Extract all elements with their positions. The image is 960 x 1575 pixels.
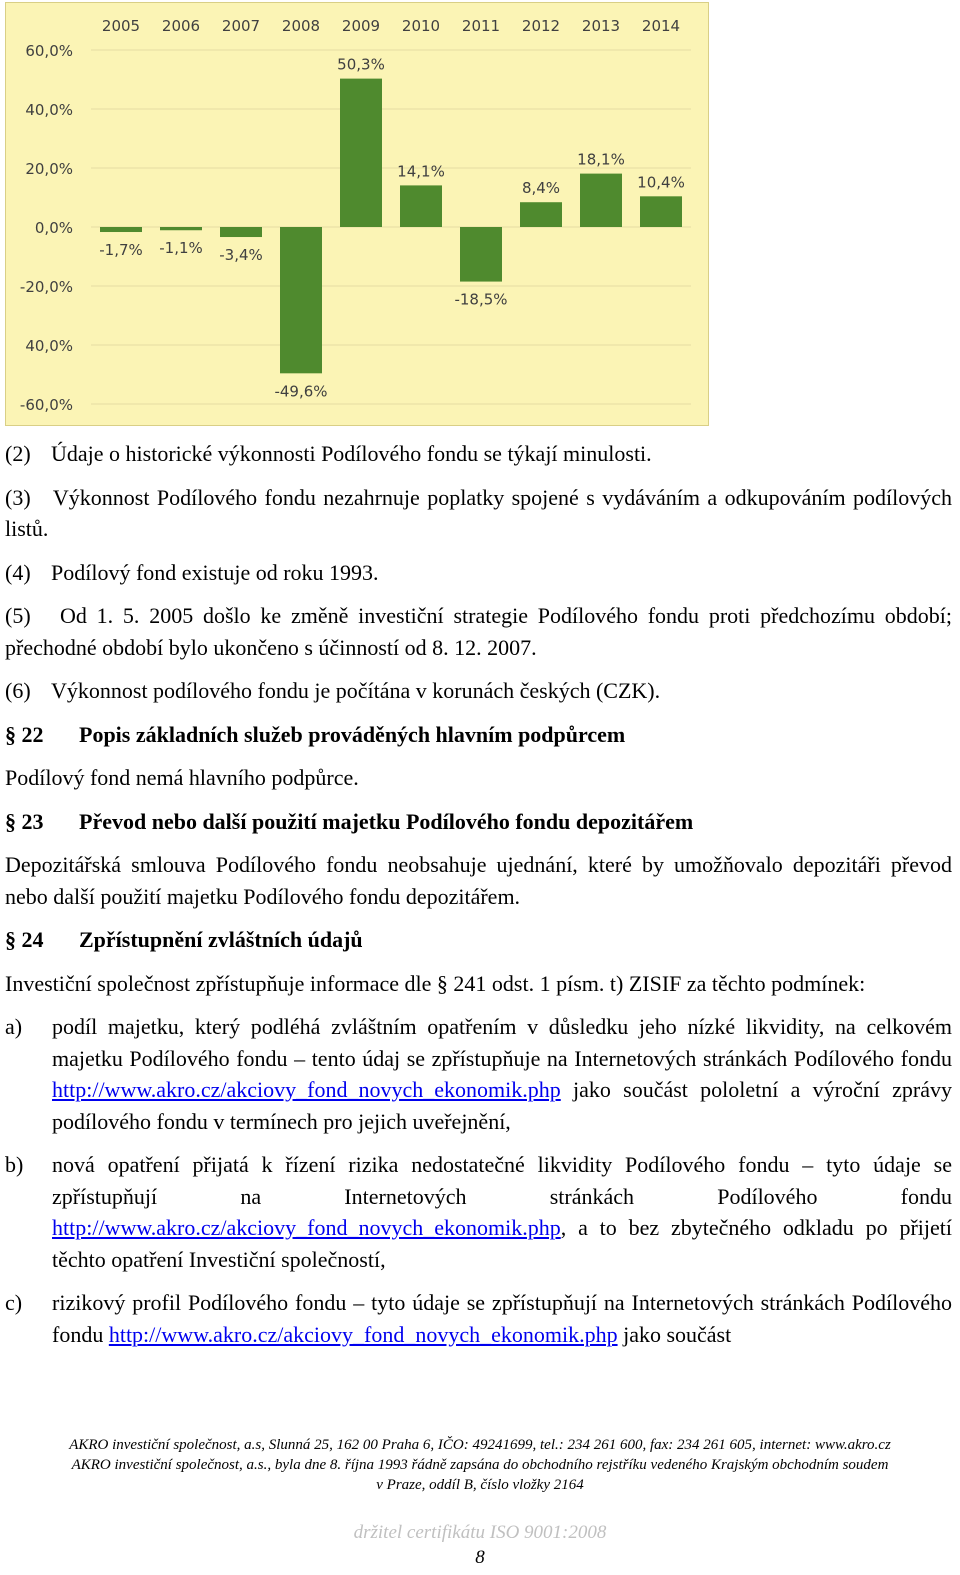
footer-registration-detail: v Praze, oddíl B, číslo vložky 2164	[376, 1477, 584, 1493]
note-number: (3)	[5, 484, 31, 510]
section-title: Popis základních služeb prováděných hlavním podpůrcem	[79, 721, 626, 747]
company-footer	[0, 1435, 960, 1495]
x-category-label: 2012	[521, 17, 561, 35]
x-category-label: 2011	[461, 17, 501, 35]
y-tick-label: 0,0%	[34, 219, 73, 237]
y-tick-label: 40,0%	[25, 337, 73, 355]
list-text	[52, 1011, 952, 1137]
bar-2012	[520, 202, 562, 227]
fund-website-link[interactable]: http://www.akro.cz/akciovy_fond_novych_ekonomik.php	[52, 1077, 561, 1102]
x-category-label: 2013	[581, 17, 621, 35]
list-label: c)	[5, 1290, 23, 1315]
note-4	[5, 557, 952, 589]
y-tick-label: 40,0%	[25, 101, 73, 119]
bar-chart-svg	[6, 3, 708, 425]
fund-website-link[interactable]: http://www.akro.cz/akciovy_fond_novych_ekonomik.php	[52, 1215, 561, 1240]
note-text: Od 1. 5. 2005 došlo ke změně investiční strategie Podílového fondu proti předchozímu období; přechodné období bylo ukončeno s účinností od 8. 12. 2007.	[5, 603, 953, 660]
note-text: Výkonnost Podílového fondu nezahrnuje poplatky spojené s vydáváním a odkupováním podílových listů.	[5, 484, 952, 541]
bar-2009	[340, 79, 382, 227]
list-text-part: podíl majetku, který podléhá zvláštním opatřením v důsledku jeho nízké likvidity, na celkovém majetku Podílového fondu – tento údaj se zpřístupňuje na Internetových stránkách Podílového fondu	[52, 1014, 952, 1071]
x-category-label: 2014	[641, 17, 681, 35]
list-text-part: nová opatření přijatá k řízení rizika nedostatečné likvidity Podílového fondu – tyto údaje se zpřístupňují na Internetových stránkách Podílového fondu	[52, 1152, 952, 1209]
list-item-b	[5, 1149, 952, 1275]
bar-2013	[580, 174, 622, 227]
note-2	[5, 438, 952, 470]
section-24-heading	[5, 924, 952, 956]
bar-2008	[280, 227, 322, 373]
note-number: (5)	[5, 603, 31, 628]
y-tick-label: 60,0%	[25, 42, 73, 60]
data-label: 18,1%	[577, 150, 625, 169]
data-label: -1,1%	[159, 239, 203, 258]
bar-2007	[220, 227, 262, 237]
list-text-part: rizikový profil Podílového fondu – tyto údaje se zpřístupňují na Internetových stránkách Podílového fondu	[52, 1290, 952, 1347]
y-tick-label: -20,0%	[19, 278, 73, 296]
data-label: 10,4%	[637, 173, 685, 192]
list-text	[52, 1287, 952, 1350]
document-body	[5, 438, 952, 1362]
bar-2005	[100, 227, 142, 232]
note-number: (6)	[5, 678, 31, 703]
x-category-label: 2009	[341, 17, 381, 35]
data-label: -18,5%	[454, 290, 508, 309]
list-label: b)	[5, 1152, 24, 1177]
fund-website-link[interactable]: http://www.akro.cz/akciovy_fond_novych_ekonomik.php	[108, 1321, 618, 1347]
x-category-label: 2006	[161, 17, 201, 35]
list-item-a	[5, 1011, 952, 1137]
footer-address: AKRO investiční společnost, a.s, Slunná 25, 162 00 Praha 6, IČO: 49241699, tel.: 234 261 600, fax: 234 261 605, internet: www.akro.cz	[69, 1437, 891, 1453]
x-category-label: 2010	[401, 17, 441, 35]
section-23-body: Depozitářská smlouva Podílového fondu neobsahuje ujednání, které by umožňovalo depozitáři převod nebo další použití majetku Podílového fondu depozitářem.	[5, 852, 952, 909]
page-number: 8	[475, 1547, 485, 1568]
performance-chart	[5, 2, 709, 426]
note-3	[5, 482, 952, 545]
note-5	[5, 600, 952, 663]
bar-2011	[460, 227, 502, 282]
x-category-label: 2008	[281, 17, 321, 35]
section-title: Zpřístupnění zvláštních údajů	[79, 927, 363, 952]
note-text: Výkonnost podílového fondu je počítána v korunách českých (CZK).	[51, 678, 661, 703]
data-label: 14,1%	[397, 162, 445, 181]
section-22-heading	[5, 719, 952, 751]
list-text-part: , a to bez zbytečného odkladu po přijetí těchto opatření Investiční společností,	[52, 1215, 952, 1272]
data-label: 8,4%	[521, 179, 561, 198]
list-text	[52, 1149, 952, 1275]
section-number: § 24	[5, 927, 44, 952]
data-label: 50,3%	[337, 55, 385, 74]
section-number: § 23	[5, 808, 44, 834]
y-tick-label: -60,0%	[19, 396, 73, 414]
iso-certificate-note: držitel certifikátu ISO 9001:2008	[353, 1522, 607, 1543]
section-23-heading	[5, 806, 952, 838]
section-24-intro: Investiční společnost zpřístupňuje informace dle § 241 odst. 1 písm. t) ZISIF za těchto podmínek:	[5, 970, 866, 996]
y-tick-label: 20,0%	[25, 160, 73, 178]
list-item-c	[5, 1287, 952, 1350]
data-label: -49,6%	[274, 382, 328, 401]
note-6	[5, 675, 952, 707]
list-text-part: jako součást	[617, 1321, 732, 1347]
data-label: -3,4%	[219, 246, 263, 265]
note-text: Údaje o historické výkonnosti Podílového fondu se týkají minulosti.	[51, 441, 652, 466]
data-label: -1,7%	[99, 241, 143, 260]
list-text-part: jako součást pololetní a výroční zprávy podílového fondu v termínech pro jejich uveřejnění,	[52, 1077, 952, 1134]
bar-2010	[400, 185, 442, 227]
x-category-label: 2007	[221, 17, 261, 35]
note-number: (4)	[5, 559, 31, 585]
section-number: § 22	[5, 721, 44, 747]
section-22-body: Podílový fond nemá hlavního podpůrce.	[5, 765, 359, 790]
list-label: a)	[5, 1014, 23, 1039]
bar-2014	[640, 196, 682, 227]
note-text: Podílový fond existuje od roku 1993.	[51, 559, 379, 585]
x-category-label: 2005	[101, 17, 141, 35]
section-title: Převod nebo další použití majetku Podílového fondu depozitářem	[79, 808, 694, 834]
bar-2006	[160, 227, 202, 230]
footer-registration: AKRO investiční společnost, a.s., byla dne 8. října 1993 řádně zapsána do obchodního rejstříku vedeného Krajským obchodním soudem	[71, 1457, 889, 1473]
note-number: (2)	[5, 441, 31, 466]
